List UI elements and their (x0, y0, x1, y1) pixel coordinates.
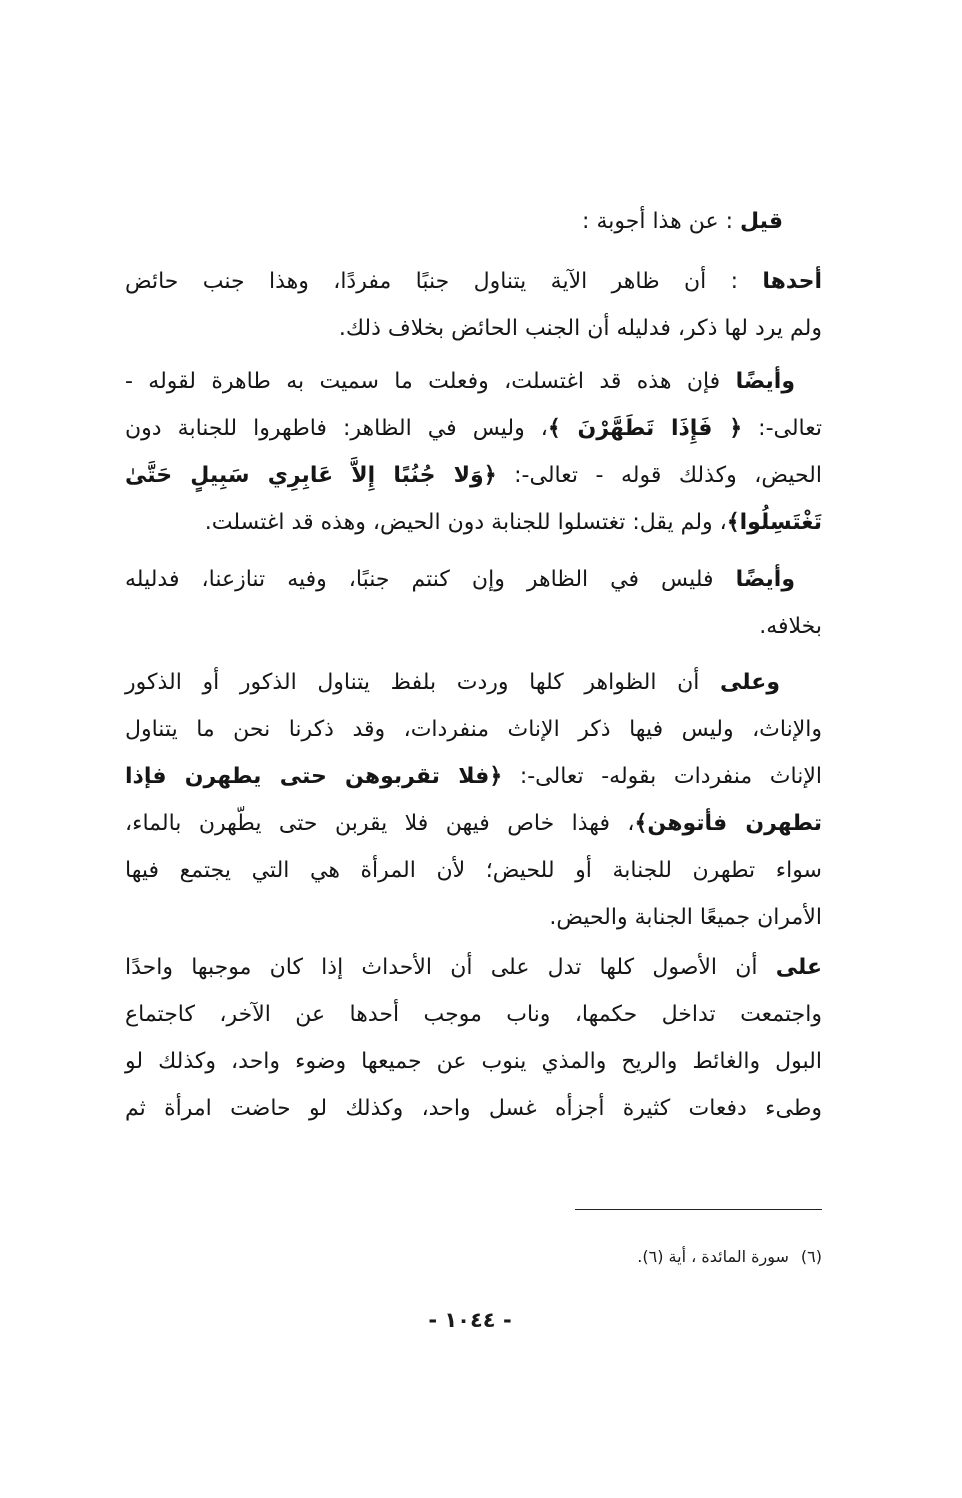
paragraph (125, 944, 822, 1132)
text-line (125, 405, 822, 452)
bold-text: قيل (739, 209, 783, 234)
text-run: وطىء دفعات كثيرة أجزأه غسل واحد، وكذلك لو حاضت امرأة ثم (125, 1096, 822, 1121)
text-line (125, 305, 822, 352)
bold-text: وعلى (720, 670, 780, 695)
text-line (125, 556, 822, 603)
paragraph (125, 358, 822, 546)
text-run: فإن هذه قد اغتسلت، وفعلت ما سميت به طاهرة لقوله - (125, 369, 736, 394)
text-line (125, 499, 822, 546)
text-run: أن الأصول كلها تدل على أن الأحداث إذا كان موجبها واحدًا (125, 955, 776, 980)
footnote-text: سورة المائدة ، أية (٦). (637, 1247, 789, 1266)
paragraph (125, 258, 822, 352)
text-line (125, 847, 822, 894)
text-run: ، وليس في الظاهر: فاطهروا للجنابة دون (125, 416, 548, 441)
paragraph (125, 198, 822, 245)
text-run: الحيض، وكذلك قوله - تعالى-: (496, 463, 822, 488)
bold-text: أحدها (762, 269, 822, 294)
bold-text: تَغْتَسِلُوا﴾ (726, 510, 822, 535)
text-line (125, 452, 822, 499)
text-line (125, 258, 822, 305)
text-line (125, 706, 822, 753)
bold-text: على (775, 955, 822, 980)
text-run: الإناث منفردات بقوله- تعالى-: (502, 764, 822, 789)
text-line (125, 198, 822, 245)
bold-text: تطهرن فأتوهن﴾ (634, 811, 822, 836)
paragraph (125, 556, 822, 650)
text-run: ، ولم يقل: تغتسلوا للجنابة دون الحيض، وهذه قد اغتسلت. (204, 510, 727, 535)
bold-text: وأيضًا (735, 567, 795, 592)
text-run: أن الظواهر كلها وردت بلفظ يتناول الذكور أو الذكور (125, 670, 721, 695)
text-run: بخلافه. (759, 614, 822, 639)
text-line (125, 1085, 822, 1132)
text-line (125, 894, 822, 941)
text-line (125, 753, 822, 800)
text-line (125, 800, 822, 847)
bold-text: وأيضًا (735, 369, 795, 394)
bold-text: ﴿وَلا جُنُبًا إِلاَّ عَابِرِي سَبِيلٍ حَتَّىٰ (125, 463, 497, 488)
text-run: البول والغائط والريح والمذي ينوب عن جميعها وضوء واحد، وكذلك لو (125, 1049, 822, 1074)
text-line (125, 1038, 822, 1085)
body-text (125, 0, 822, 1190)
text-run: واجتمعت تداخل حكمها، وناب موجب أحدها عن الآخر، كاجتماع (125, 1002, 822, 1027)
text-line (125, 944, 822, 991)
text-run: والإناث، وليس فيها ذكر الإناث منفردات، وقد ذكرنا نحن ما يتناول (125, 717, 822, 742)
bold-text: ﴿فلا تقربوهن حتى يطهرن فإذا (125, 764, 503, 789)
bold-text: ﴿ فَإِذَا تَطَهَّرْنَ ﴾ (547, 416, 743, 441)
footnote-rule (575, 1209, 822, 1210)
text-run: الأمران جميعًا الجنابة والحيض. (549, 905, 822, 930)
paragraph (125, 659, 822, 941)
text-line (125, 991, 822, 1038)
text-run: تعالى-: (742, 416, 822, 441)
text-line (125, 659, 822, 706)
text-run: : أن ظاهر الآية يتناول جنبًا مفردًا، وهذا جنب حائض (125, 269, 763, 294)
text-run: : عن هذا أجوبة : (582, 209, 740, 234)
text-run: ، فهذا خاص فيهن فلا يقربن حتى يطّهرن بالماء، (125, 811, 635, 836)
text-run: ولم يرد لها ذكر، فدليله أن الجنب الحائض بخلاف ذلك. (338, 316, 822, 341)
page-number: - ١٠٤٤ - (428, 1308, 512, 1332)
text-line (125, 358, 822, 405)
footnote-marker: (٦) (800, 1247, 822, 1266)
footnote (540, 1240, 822, 1274)
text-line (125, 603, 822, 650)
text-run: سواء تطهرن للجنابة أو للحيض؛ لأن المرأة هي التي يجتمع فيها (125, 858, 822, 883)
text-run: فليس في الظاهر وإن كنتم جنبًا، وفيه تنازعنا، فدليله (125, 567, 736, 592)
